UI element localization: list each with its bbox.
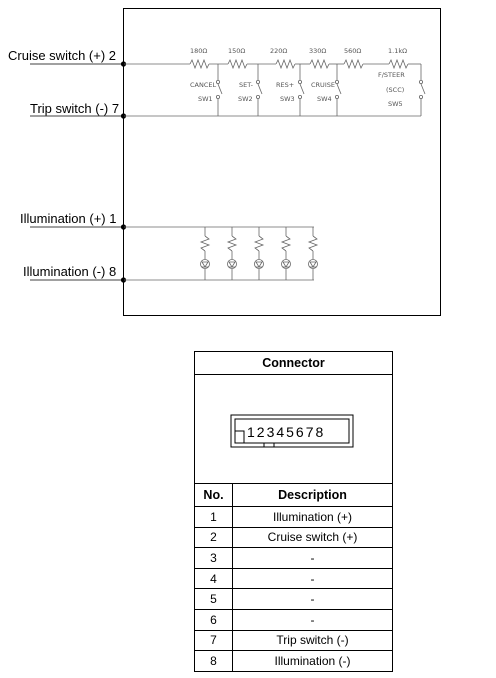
pin-description: Cruise switch (+) bbox=[233, 527, 393, 548]
lamp-branch-3 bbox=[255, 227, 264, 280]
table-row bbox=[195, 548, 393, 569]
switch-sw4-name: CRUISE bbox=[311, 81, 335, 89]
switch-sw2-symbol bbox=[256, 64, 262, 116]
pin-label-illumination-plus: Illumination (+) 1 bbox=[20, 211, 117, 226]
resistor-180-label: 180Ω bbox=[190, 47, 208, 55]
switch-sw4-id: SW4 bbox=[317, 95, 332, 103]
connector-image-cell bbox=[195, 375, 393, 484]
switch-sw5-name2: (SCC) bbox=[386, 86, 405, 94]
col-header-description: Description bbox=[233, 484, 393, 507]
table-row bbox=[195, 630, 393, 651]
table-row bbox=[195, 568, 393, 589]
pin-no: 7 bbox=[195, 630, 233, 651]
resistor-1k1-symbol bbox=[389, 60, 408, 68]
resistor-180-symbol bbox=[190, 60, 209, 68]
lamp-branch-1 bbox=[201, 227, 210, 280]
resistor-330-symbol bbox=[310, 60, 329, 68]
resistor-560-symbol bbox=[344, 60, 363, 68]
switch-sw2-name: SET- bbox=[239, 81, 253, 89]
resistor-560-label: 560Ω bbox=[344, 47, 362, 55]
switch-sw1-id: SW1 bbox=[198, 95, 213, 103]
pin-label-cruise-switch: Cruise switch (+) 2 bbox=[8, 48, 116, 63]
table-row bbox=[195, 507, 393, 528]
pin-description: Illumination (+) bbox=[233, 507, 393, 528]
switch-sw3-id: SW3 bbox=[280, 95, 295, 103]
pin-description: Illumination (-) bbox=[233, 651, 393, 672]
switch-sw1-name: CANCEL bbox=[190, 81, 217, 89]
resistor-330-label: 330Ω bbox=[309, 47, 327, 55]
switch-sw5-name: F/STEER bbox=[378, 71, 405, 79]
pin-no: 4 bbox=[195, 568, 233, 589]
pin-description: Trip switch (-) bbox=[233, 630, 393, 651]
connector-title: Connector bbox=[195, 352, 393, 375]
pin-description: - bbox=[233, 609, 393, 630]
switch-sw2-id: SW2 bbox=[238, 95, 253, 103]
resistor-150-label: 150Ω bbox=[228, 47, 246, 55]
switch-sw5-id: SW5 bbox=[388, 100, 403, 108]
pin-no: 5 bbox=[195, 589, 233, 610]
resistor-220-label: 220Ω bbox=[270, 47, 288, 55]
switch-sw3-symbol bbox=[298, 64, 304, 116]
resistor-150-symbol bbox=[228, 60, 247, 68]
pin-no: 8 bbox=[195, 651, 233, 672]
pin-description: - bbox=[233, 568, 393, 589]
table-row bbox=[195, 527, 393, 548]
resistor-1k1-label: 1.1kΩ bbox=[388, 47, 408, 55]
pin-no: 3 bbox=[195, 548, 233, 569]
resistor-220-symbol bbox=[276, 60, 295, 68]
pin-no: 2 bbox=[195, 527, 233, 548]
switch-sw3-name: RES+ bbox=[276, 81, 295, 89]
lamp-branch-4 bbox=[282, 227, 291, 280]
table-row bbox=[195, 589, 393, 610]
pin-description: - bbox=[233, 548, 393, 569]
lamp-branch-2 bbox=[228, 227, 237, 280]
table-row bbox=[195, 651, 393, 672]
switch-sw1-symbol bbox=[216, 64, 222, 116]
connector-table bbox=[194, 351, 393, 672]
connector-icon bbox=[195, 375, 392, 480]
lamp-branch-5 bbox=[309, 227, 318, 280]
connector-pin-numbers: 12345678 bbox=[247, 424, 326, 440]
pin-label-illumination-minus: Illumination (-) 8 bbox=[23, 264, 117, 279]
pin-no: 6 bbox=[195, 609, 233, 630]
switch-sw5-symbol bbox=[419, 64, 425, 116]
pin-no: 1 bbox=[195, 507, 233, 528]
pin-label-trip-switch: Trip switch (-) 7 bbox=[30, 101, 120, 116]
table-row bbox=[195, 609, 393, 630]
pin-description: - bbox=[233, 589, 393, 610]
switch-sw4-symbol bbox=[335, 64, 341, 116]
col-header-no: No. bbox=[195, 484, 233, 507]
